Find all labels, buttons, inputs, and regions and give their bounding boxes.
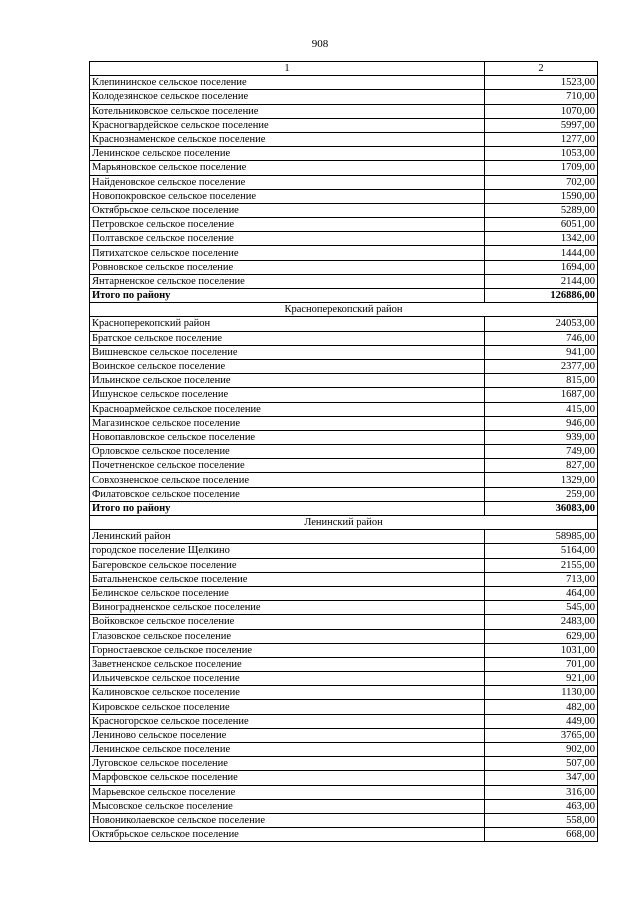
amount-value: 1687,00 (485, 388, 598, 402)
amount-value: 5164,00 (485, 544, 598, 558)
amount-value: 558,00 (485, 813, 598, 827)
amount-value: 507,00 (485, 757, 598, 771)
amount-value: 1130,00 (485, 686, 598, 700)
settlement-name: Кировское сельское поселение (90, 700, 485, 714)
amount-value: 463,00 (485, 799, 598, 813)
settlement-name: Филатовское сельское поселение (90, 487, 485, 501)
table-row (90, 785, 598, 799)
amount-value: 1709,00 (485, 161, 598, 175)
total-label: Итого по району (90, 501, 485, 515)
table-row (90, 359, 598, 373)
table-row (90, 672, 598, 686)
amount-value: 2377,00 (485, 359, 598, 373)
settlement-name: Воинское сельское поселение (90, 359, 485, 373)
table-row (90, 445, 598, 459)
settlement-name: Калиновское сельское поселение (90, 686, 485, 700)
settlement-name: Орловское сельское поселение (90, 445, 485, 459)
table-row (90, 147, 598, 161)
table-body (90, 62, 598, 842)
table-row (90, 686, 598, 700)
settlement-name: Марьяновское сельское поселение (90, 161, 485, 175)
settlement-name: Пятихатское сельское поселение (90, 246, 485, 260)
table-row (90, 430, 598, 444)
table-row (90, 132, 598, 146)
table-row (90, 374, 598, 388)
amount-value: 1053,00 (485, 147, 598, 161)
settlement-name: Марфовское сельское поселение (90, 771, 485, 785)
table-row (90, 218, 598, 232)
table-row (90, 76, 598, 90)
settlement-name: Полтавское сельское поселение (90, 232, 485, 246)
amount-value: 1444,00 (485, 246, 598, 260)
amount-value: 24053,00 (485, 317, 598, 331)
table-row (90, 757, 598, 771)
settlement-name: Братское сельское поселение (90, 331, 485, 345)
settlement-name: Лениново сельское поселение (90, 728, 485, 742)
settlement-name: Новопокровское сельское поселение (90, 189, 485, 203)
table-row (90, 104, 598, 118)
table-row (90, 586, 598, 600)
settlement-name: Глазовское сельское поселение (90, 629, 485, 643)
amount-value: 921,00 (485, 672, 598, 686)
section-title: Красноперекопский район (90, 303, 598, 317)
amount-value: 5997,00 (485, 118, 598, 132)
settlement-name: Красногвардейское сельское поселение (90, 118, 485, 132)
table-row (90, 416, 598, 430)
table-row (90, 728, 598, 742)
settlement-name: Ленинское сельское поселение (90, 743, 485, 757)
settlement-name: Совхозненское сельское поселение (90, 473, 485, 487)
page-number: 908 (311, 38, 329, 50)
amount-value: 1277,00 (485, 132, 598, 146)
amount-value: 259,00 (485, 487, 598, 501)
amount-value: 1031,00 (485, 643, 598, 657)
settlement-name: Янтарненское сельское поселение (90, 274, 485, 288)
table-row (90, 317, 598, 331)
amount-value: 702,00 (485, 175, 598, 189)
table-row (90, 771, 598, 785)
table-row (90, 544, 598, 558)
amount-value: 5289,00 (485, 203, 598, 217)
amount-value: 58985,00 (485, 530, 598, 544)
table-header-row (90, 62, 598, 76)
table-row (90, 530, 598, 544)
table-row (90, 572, 598, 586)
total-value: 36083,00 (485, 501, 598, 515)
settlement-name: Марьевское сельское поселение (90, 785, 485, 799)
settlement-name: Петровское сельское поселение (90, 218, 485, 232)
settlement-name: Красноармейское сельское поселение (90, 402, 485, 416)
table-row (90, 90, 598, 104)
column-header-1: 1 (90, 62, 485, 76)
table-row (90, 487, 598, 501)
amount-value: 2144,00 (485, 274, 598, 288)
table-row (90, 161, 598, 175)
table-row (90, 643, 598, 657)
settlement-name: Ленинский район (90, 530, 485, 544)
settlement-name: Красноперекопский район (90, 317, 485, 331)
settlement-name: Ильинское сельское поселение (90, 374, 485, 388)
amount-value: 1329,00 (485, 473, 598, 487)
table-row (90, 828, 598, 842)
settlement-name: Виноградненское сельское поселение (90, 601, 485, 615)
settlement-name: Белинское сельское поселение (90, 586, 485, 600)
amount-value: 939,00 (485, 430, 598, 444)
table-row (90, 203, 598, 217)
amount-value: 545,00 (485, 601, 598, 615)
amount-value: 746,00 (485, 331, 598, 345)
table-row (90, 274, 598, 288)
amount-value: 1342,00 (485, 232, 598, 246)
settlement-name: Новопавловское сельское поселение (90, 430, 485, 444)
table-row (90, 700, 598, 714)
table-row (90, 232, 598, 246)
settlement-name: Батальненское сельское поселение (90, 572, 485, 586)
total-row (90, 289, 598, 303)
table-row (90, 246, 598, 260)
amount-value: 1590,00 (485, 189, 598, 203)
section-header-row (90, 303, 598, 317)
amount-value: 941,00 (485, 345, 598, 359)
table-row (90, 473, 598, 487)
table-row (90, 175, 598, 189)
total-label: Итого по району (90, 289, 485, 303)
amount-value: 482,00 (485, 700, 598, 714)
section-header-row (90, 516, 598, 530)
table-row (90, 402, 598, 416)
settlement-name: Ровновское сельское поселение (90, 260, 485, 274)
amount-value: 464,00 (485, 586, 598, 600)
amount-value: 415,00 (485, 402, 598, 416)
settlement-name: Октябрьское сельское поселение (90, 203, 485, 217)
allocation-table (89, 61, 598, 842)
amount-value: 713,00 (485, 572, 598, 586)
section-title: Ленинский район (90, 516, 598, 530)
settlement-name: городское поселение Щелкино (90, 544, 485, 558)
settlement-name: Магазинское сельское поселение (90, 416, 485, 430)
table-row (90, 189, 598, 203)
settlement-name: Мысовское сельское поселение (90, 799, 485, 813)
settlement-name: Красногорское сельское поселение (90, 714, 485, 728)
settlement-name: Горностаевское сельское поселение (90, 643, 485, 657)
amount-value: 827,00 (485, 459, 598, 473)
amount-value: 1694,00 (485, 260, 598, 274)
amount-value: 2155,00 (485, 558, 598, 572)
amount-value: 946,00 (485, 416, 598, 430)
amount-value: 629,00 (485, 629, 598, 643)
amount-value: 2483,00 (485, 615, 598, 629)
amount-value: 1523,00 (485, 76, 598, 90)
table-row (90, 388, 598, 402)
settlement-name: Вишневское сельское поселение (90, 345, 485, 359)
amount-value: 3765,00 (485, 728, 598, 742)
total-row (90, 501, 598, 515)
amount-value: 749,00 (485, 445, 598, 459)
table-row (90, 629, 598, 643)
amount-value: 316,00 (485, 785, 598, 799)
table-row (90, 260, 598, 274)
amount-value: 347,00 (485, 771, 598, 785)
settlement-name: Войковское сельское поселение (90, 615, 485, 629)
amount-value: 710,00 (485, 90, 598, 104)
settlement-name: Почетненское сельское поселение (90, 459, 485, 473)
settlement-name: Новониколаевское сельское поселение (90, 813, 485, 827)
amount-value: 1070,00 (485, 104, 598, 118)
table-row (90, 345, 598, 359)
column-header-2: 2 (485, 62, 598, 76)
amount-value: 902,00 (485, 743, 598, 757)
table-row (90, 813, 598, 827)
table-row (90, 714, 598, 728)
table-row (90, 799, 598, 813)
settlement-name: Октябрьское сельское поселение (90, 828, 485, 842)
table-row (90, 657, 598, 671)
settlement-name: Найденовское сельское поселение (90, 175, 485, 189)
settlement-name: Ильичевское сельское поселение (90, 672, 485, 686)
table-row (90, 558, 598, 572)
settlement-name: Багеровское сельское поселение (90, 558, 485, 572)
amount-value: 449,00 (485, 714, 598, 728)
amount-value: 668,00 (485, 828, 598, 842)
settlement-name: Котельниковское сельское поселение (90, 104, 485, 118)
settlement-name: Ишунское сельское поселение (90, 388, 485, 402)
table-row (90, 601, 598, 615)
amount-value: 6051,00 (485, 218, 598, 232)
settlement-name: Колодезянское сельское поселение (90, 90, 485, 104)
table-row (90, 331, 598, 345)
amount-value: 701,00 (485, 657, 598, 671)
settlement-name: Ленинское сельское поселение (90, 147, 485, 161)
amount-value: 815,00 (485, 374, 598, 388)
settlement-name: Клепининское сельское поселение (90, 76, 485, 90)
settlement-name: Краснознаменское сельское поселение (90, 132, 485, 146)
total-value: 126886,00 (485, 289, 598, 303)
table-row (90, 118, 598, 132)
settlement-name: Луговское сельское поселение (90, 757, 485, 771)
table-row (90, 615, 598, 629)
table-row (90, 459, 598, 473)
settlement-name: Заветненское сельское поселение (90, 657, 485, 671)
table-row (90, 743, 598, 757)
